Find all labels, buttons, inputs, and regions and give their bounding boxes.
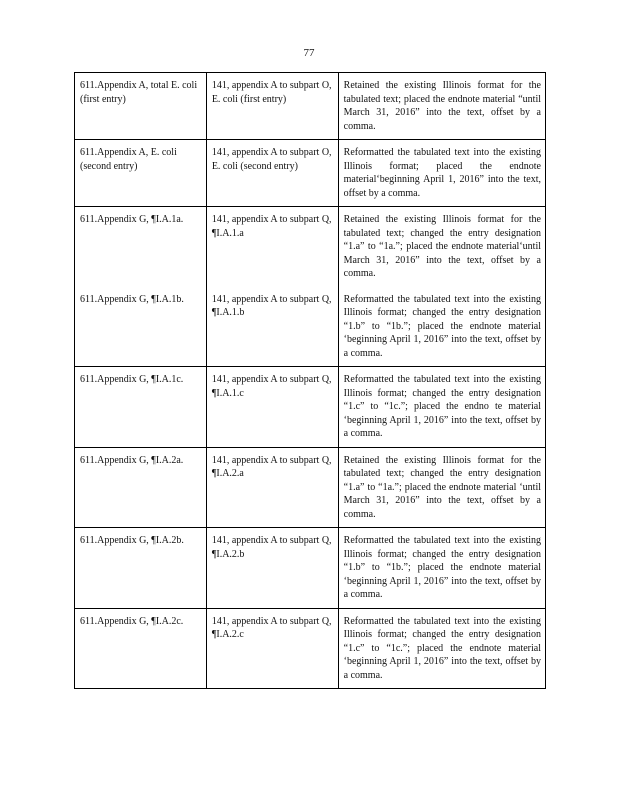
table-row [75,608,546,689]
table-row [75,207,546,293]
federal-section-cell: 141, appendix A to subpart Q, ¶I.A.2.a [206,447,338,528]
federal-section-cell: 141, appendix A to subpart Q, ¶I.A.2.c [206,608,338,689]
explanation-cell: Reformatted the tabulated text into the existing Illinois format; changed the entry designation “1.c” to “1c.”; placed the endnote material ‘beginning April 1, 2016” into the text, offset by a comma. [338,608,545,689]
illinois-section-cell: 611.Appendix G, ¶I.A.1a. [75,207,207,293]
illinois-section-cell: 611.Appendix G, ¶I.A.1b. [75,293,207,367]
explanation-cell: Reformatted the tabulated text into the existing Illinois format; changed the entry designation “1.b” to “1b.”; placed the endnote material ‘beginning April 1, 2016” into the text, offset by a comma. [338,293,545,367]
illinois-section-cell: 611.Appendix A, total E. coli (first entry) [75,73,207,140]
explanation-cell: Reformatted the tabulated text into the existing Illinois format; placed the endnote material‘beginning April 1, 2016” into the text, offset by a comma. [338,140,545,207]
federal-section-cell: 141, appendix A to subpart Q, ¶I.A.1.c [206,367,338,448]
explanation-cell: Reformatted the tabulated text into the existing Illinois format; changed the entry designation “1.b” to “1b.”; placed the endnote material ‘beginning April 1, 2016” into the text, offset by a comma. [338,528,545,609]
federal-section-cell: 141, appendix A to subpart O, E. coli (second entry) [206,140,338,207]
table-row [75,73,546,140]
page-number: 77 [303,47,315,59]
federal-section-cell: 141, appendix A to subpart O, E. coli (first entry) [206,73,338,140]
illinois-section-cell: 611.Appendix A, E. coli (second entry) [75,140,207,207]
illinois-section-cell: 611.Appendix G, ¶I.A.2b. [75,528,207,609]
table-row [75,367,546,448]
federal-section-cell: 141, appendix A to subpart Q, ¶I.A.2.b [206,528,338,609]
explanation-cell: Reformatted the tabulated text into the existing Illinois format; changed the entry designation “1.c” to “1c.”; placed the endno te material ‘beginning April 1, 2016” into the text, offset by a comma. [338,367,545,448]
table-row [75,528,546,609]
cross-reference-table [74,72,546,689]
federal-section-cell: 141, appendix A to subpart Q, ¶I.A.1.b [206,293,338,367]
federal-section-cell: 141, appendix A to subpart Q, ¶I.A.1.a [206,207,338,293]
table-row [75,293,546,367]
illinois-section-cell: 611.Appendix G, ¶I.A.2a. [75,447,207,528]
table-row [75,140,546,207]
explanation-cell: Retained the existing Illinois format for the tabulated text; changed the entry designation “1.a” to “1a.”; placed the endnote material ‘until March 31, 2016” into the text, offset by a comma. [338,447,545,528]
explanation-cell: Retained the existing Illinois format for the tabulated text; changed the entry designation “1.a” to “1a.”; placed the endnote material‘until March 31, 2016” into the text, offset by a comma. [338,207,545,293]
illinois-section-cell: 611.Appendix G, ¶I.A.2c. [75,608,207,689]
table-row [75,447,546,528]
explanation-cell: Retained the existing Illinois format for the tabulated text; placed the endnote material “until March 31, 2016” into the text, offset by a comma. [338,73,545,140]
illinois-section-cell: 611.Appendix G, ¶I.A.1c. [75,367,207,448]
